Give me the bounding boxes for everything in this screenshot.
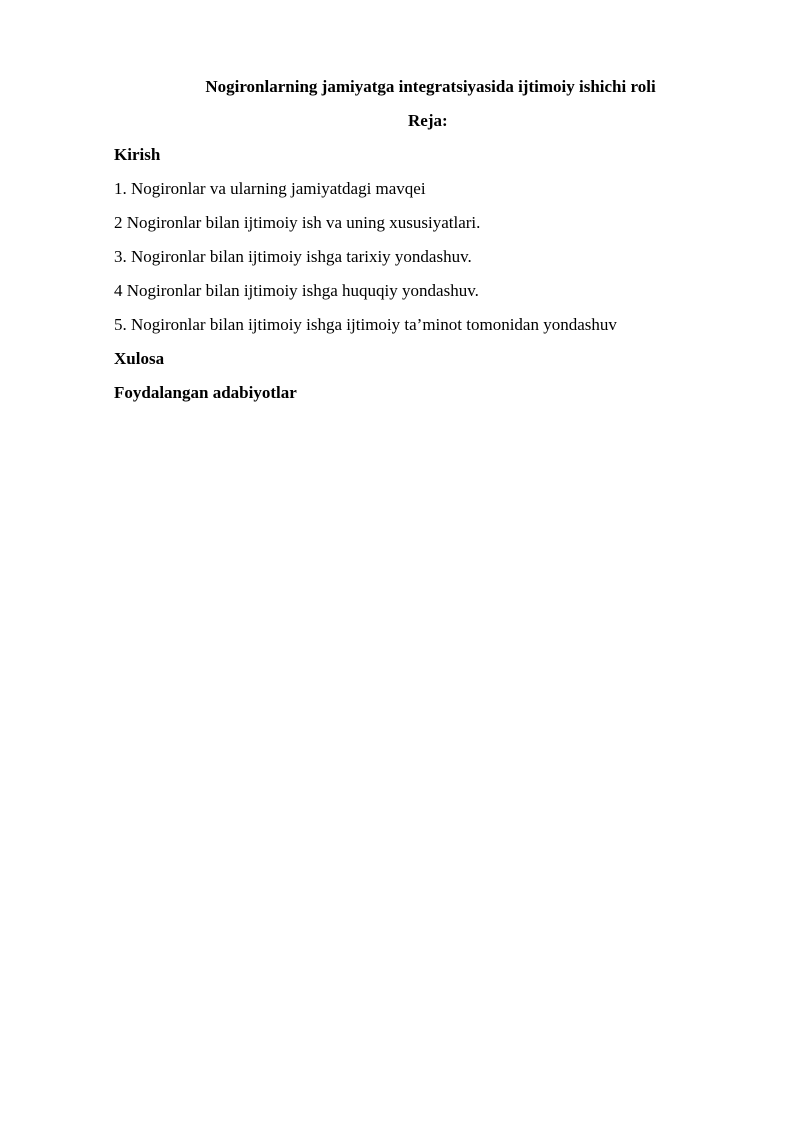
plan-heading: Reja: xyxy=(408,111,448,130)
plan-item-1: 1. Nogironlar va ularning jamiyatdagi mavqei xyxy=(114,179,426,198)
plan-item-4: 4 Nogironlar bilan ijtimoiy ishga huquqiy yondashuv. xyxy=(114,281,479,300)
plan-item-5: 5. Nogironlar bilan ijtimoiy ishga ijtimoiy ta’minot tomonidan yondashuv xyxy=(114,315,617,334)
plan-item-2: 2 Nogironlar bilan ijtimoiy ish va uning xususiyatlari. xyxy=(114,213,481,232)
references-heading: Foydalangan adabiyotlar xyxy=(114,383,297,402)
document-content xyxy=(114,75,734,415)
plan-item-3: 3. Nogironlar bilan ijtimoiy ishga tarixiy yondashuv. xyxy=(114,247,472,266)
document-title: Nogironlarning jamiyatga integratsiyasida ijtimoiy ishichi roli xyxy=(205,77,656,96)
intro-heading: Kirish xyxy=(114,145,161,164)
conclusion-heading: Xulosa xyxy=(114,349,165,368)
